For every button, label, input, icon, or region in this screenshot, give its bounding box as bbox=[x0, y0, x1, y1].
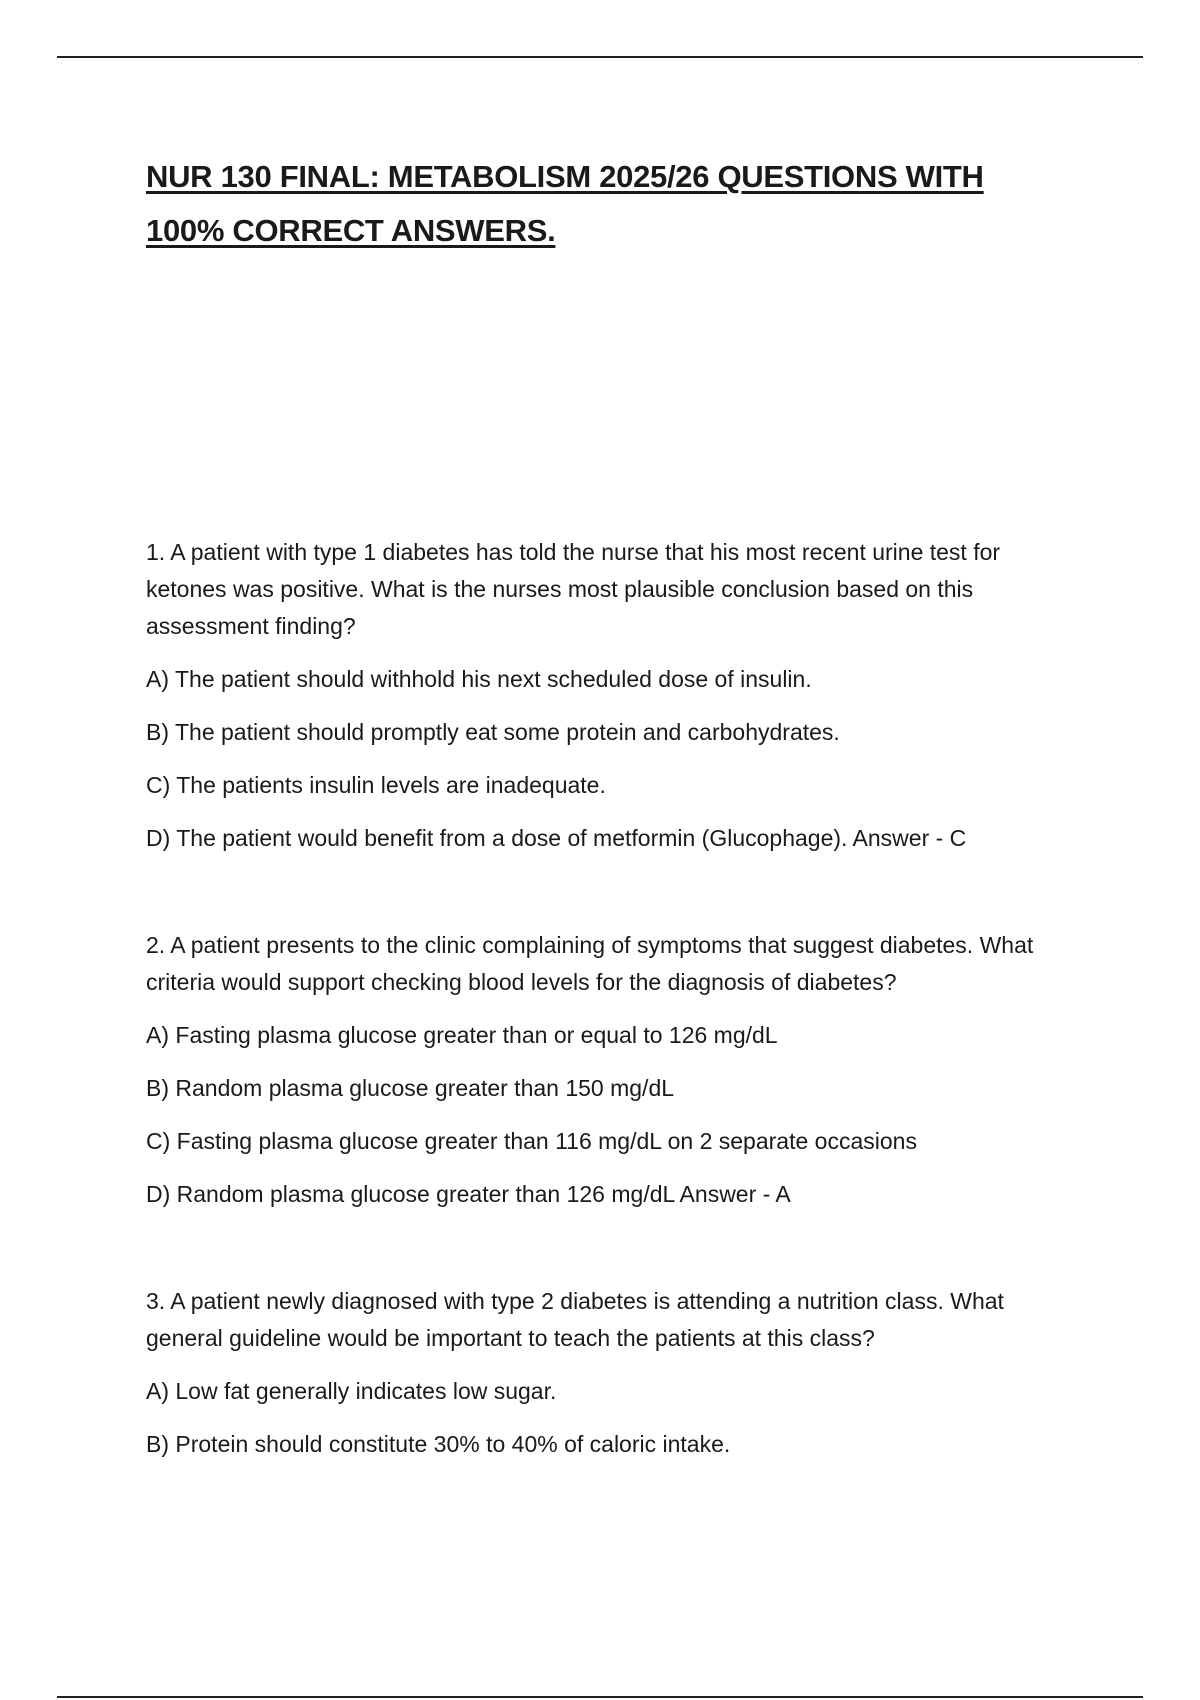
answer-option-a: A) Low fat generally indicates low sugar. bbox=[146, 1378, 557, 1404]
answer-option-d: D) Random plasma glucose greater than 126 mg/dL Answer - A bbox=[146, 1181, 791, 1207]
question-1 bbox=[146, 534, 1066, 857]
question-list bbox=[146, 534, 1066, 1479]
question-stem: 2. A patient presents to the clinic complaining of symptoms that suggest diabetes. What criteria would support checking blood levels for the diagnosis of diabetes? bbox=[146, 932, 1034, 995]
answer-option-b: B) Protein should constitute 30% to 40% of caloric intake. bbox=[146, 1431, 731, 1457]
answer-option-b: B) The patient should promptly eat some protein and carbohydrates. bbox=[146, 719, 840, 745]
answer-option-a: A) Fasting plasma glucose greater than or equal to 126 mg/dL bbox=[146, 1022, 778, 1048]
page-title: NUR 130 FINAL: METABOLISM 2025/26 QUESTIONS WITH 100% CORRECT ANSWERS. bbox=[146, 159, 984, 248]
answer-option-c: C) The patients insulin levels are inadequate. bbox=[146, 772, 606, 798]
bottom-divider bbox=[57, 1696, 1143, 1698]
answer-option-d: D) The patient would benefit from a dose of metformin (Glucophage). Answer - C bbox=[146, 825, 967, 851]
question-2 bbox=[146, 927, 1066, 1213]
question-3 bbox=[146, 1283, 1066, 1463]
answer-option-b: B) Random plasma glucose greater than 150 mg/dL bbox=[146, 1075, 675, 1101]
question-stem: 3. A patient newly diagnosed with type 2 diabetes is attending a nutrition class. What general guideline would be important to teach the patients at this class? bbox=[146, 1288, 1004, 1351]
question-stem: 1. A patient with type 1 diabetes has told the nurse that his most recent urine test for ketones was positive. What is the nurses most plausible conclusion based on this assessment finding? bbox=[146, 539, 1001, 639]
top-divider bbox=[57, 56, 1143, 58]
answer-option-a: A) The patient should withhold his next scheduled dose of insulin. bbox=[146, 666, 812, 692]
answer-option-c: C) Fasting plasma glucose greater than 116 mg/dL on 2 separate occasions bbox=[146, 1128, 917, 1154]
